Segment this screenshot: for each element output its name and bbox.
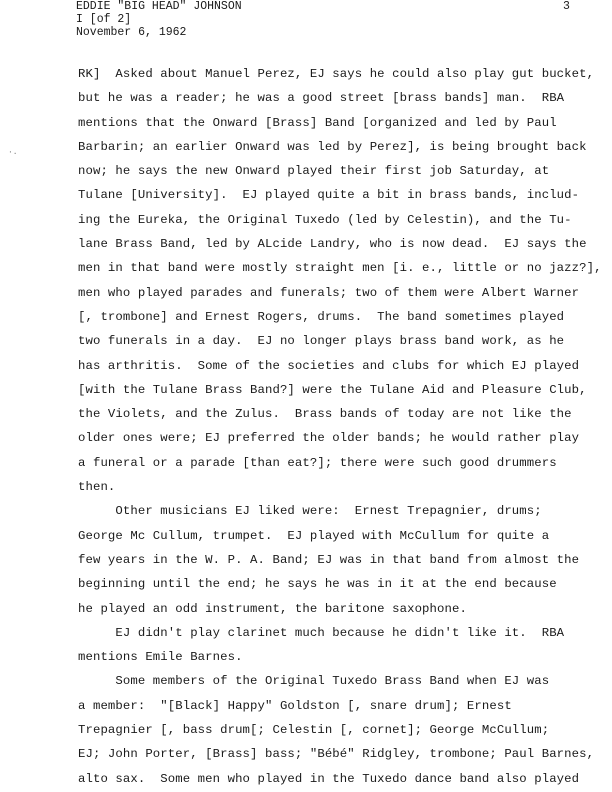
text-line: then. [78,480,116,495]
text-line: ing the Eureka, the Original Tuxedo (led by Celestin), and the Tu- [78,212,572,227]
text-line: Some members of the Original Tuxedo Brass Band when EJ was [78,674,550,689]
text-line: mentions that the Onward [Brass] Band [organized and led by Paul [78,115,557,130]
text-line: RK] Asked about Manuel Perez, EJ says he could also play gut bucket, [78,67,595,81]
header-reel: I [of 2] [76,13,132,26]
text-line: beginning until the end; he says he was in it at the end because [78,577,557,592]
text-line: Other musicians EJ liked were: Ernest Trepagnier, drums; [78,504,542,519]
text-line: Trepagnier [, bass drum[; Celestin [, cornet]; George McCullum; [78,723,550,738]
header-title: EDDIE "BIG HEAD" JOHNSON [76,0,242,13]
transcript-body [78,62,602,791]
header-date: November 6, 1962 [76,26,187,39]
text-line: men in that band were mostly straight men [i. e., little or no jazz?], [78,261,602,276]
text-line: mentions Emile Barnes. [78,650,243,665]
page-number: 3 [563,0,570,13]
text-line: lane Brass Band, led by ALcide Landry, who is now dead. EJ says the [78,237,587,252]
text-line: a member: "[Black] Happy" Goldston [, snare drum]; Ernest [78,698,512,713]
text-line: few years in the W. P. A. Band; EJ was in that band from almost the [78,552,580,567]
text-line: alto sax. Some men who played in the Tuxedo dance band also played [78,771,580,786]
text-line: the Violets, and the Zulus. Brass bands of today are not like the [78,407,572,422]
text-line: has arthritis. Some of the societies and clubs for which EJ played [78,358,580,373]
text-line: he played an odd instrument, the baritone saxophone. [78,601,467,616]
text-line: but he was a reader; he was a good street [brass bands] man. RBA [78,91,565,106]
stray-mark: ·. [8,148,18,157]
text-line: George Mc Cullum, trumpet. EJ played with McCullum for quite a [78,528,550,543]
text-line: Barbarin; an earlier Onward was led by Perez], is being brought back [78,139,587,154]
text-line: EJ; John Porter, [Brass] bass; "Bébé" Ridgley, trombone; Paul Barnes, [78,747,595,762]
text-line: a funeral or a parade [than eat?]; there were such good drummers [78,455,557,470]
text-line: Tulane [University]. EJ played quite a bit in brass bands, includ- [78,188,580,203]
text-line: two funerals in a day. EJ no longer plays brass band work, as he [78,334,565,349]
text-line: older ones were; EJ preferred the older bands; he would rather play [78,431,580,446]
text-line: [, trombone] and Ernest Rogers, drums. The band sometimes played [78,309,565,324]
text-line: [with the Tulane Brass Band?] were the Tulane Aid and Pleasure Club, [78,382,587,397]
text-line: men who played parades and funerals; two of them were Albert Warner [78,285,580,300]
page-header [76,0,242,39]
text-line: now; he says the new Onward played their first job Saturday, at [78,164,550,179]
text-line: EJ didn't play clarinet much because he didn't like it. RBA [78,625,565,640]
